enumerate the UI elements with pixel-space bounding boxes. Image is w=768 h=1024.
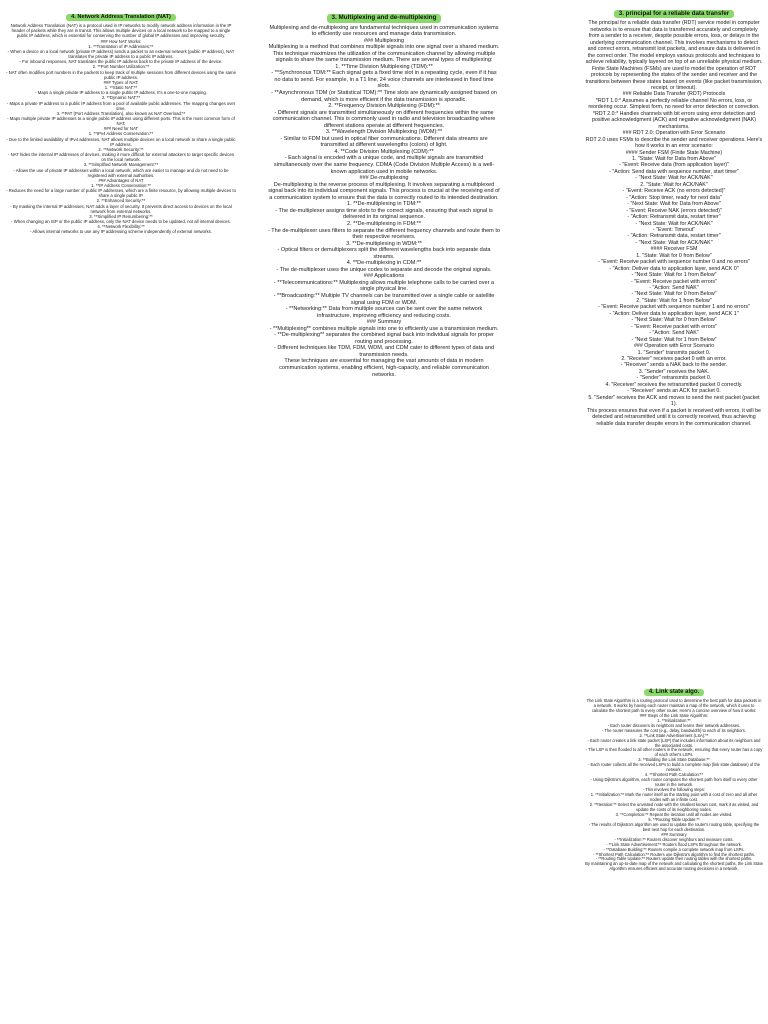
text-line: - "Next State: Wait for 1 from Below" [631, 272, 717, 279]
text-line: - "Next State: Wait for 0 from Below" [631, 317, 717, 324]
nat-section [6, 14, 236, 235]
text-line: - "Action: Deliver data to application layer, send ACK 0" [609, 265, 739, 272]
text-line: 2. **Enhanced Security:** [96, 198, 146, 204]
text-line: - **Link State Advertisement:** Routers flood LSPs throughout the network. [606, 841, 742, 847]
text-line: - "Action: Send NAK" [649, 285, 699, 292]
text-line: 3. **Building the Link State Database:** [638, 757, 710, 763]
section-title: 3. principal for a reliable data transfer [614, 10, 734, 18]
text-line: - The router measures the cost (e.g., delay, bandwidth) to each of its neighbors. [602, 727, 746, 733]
text-line: 3. **Completion:** Repeat the iteration until all nodes are visited. [615, 811, 733, 817]
text-line: - **Initialization:** Routers discover neighbors and measure costs. [614, 836, 734, 842]
text-line: - By masking the internal IP addresses, NAT adds a layer of security. It prevents direct access to devices on the local network from external networks. [10, 203, 232, 214]
text-line: 3. **De-multiplexing in WDM:** [346, 240, 422, 247]
text-line: 2. "Receiver" receives packet 0 with an error. [621, 356, 727, 363]
text-line: 1. **IPv4 Address Conservation:** [88, 131, 154, 137]
text-line: - Due to the limited availability of IPv4 addresses, NAT allows multiple devices on a local network to share a single public IP address. [6, 136, 236, 147]
text-line: - **Telecommunications:** Multiplexing allows multiple telephone calls to be carried over a single physical line. [273, 279, 495, 293]
text-line: 4. **De-multiplexing in CDM:** [346, 260, 422, 267]
text-line: ### How NAT Works: [100, 38, 142, 44]
text-line: - Each router discovers its neighbors and learns their network addresses. [607, 722, 741, 728]
text-line: De-multiplexing is the reverse process of multiplexing. It involves separating a multiplexed signal back into its individual component signals. This process is crucial at the receiving end of a communication system to ensure that the data is correctly routed to its intended destination. [268, 181, 500, 201]
text-line: - Using Dijkstra's algorithm, each router computes the shortest path from itself to every other router in the network. [590, 777, 758, 788]
text-line: 3. **Wavelength Division Multiplexing (WDM):** [325, 129, 443, 136]
text-line: ### Types of NAT: [103, 79, 139, 85]
text-line: - Different techniques like TDM, FDM, WDM, and CDM cater to different types of data and transmission needs. [273, 345, 495, 358]
text-line: - "Action: Send data with sequence number, start timer" [609, 168, 739, 175]
text-line: 5. "Sender" receives the ACK and moves to send the next packet (packet 1). [588, 394, 760, 408]
text-line: - "Action: Retransmit data, restart timer" [627, 233, 721, 240]
text-line: 1. "State: Wait for 0 from Below" [636, 252, 712, 259]
text-line: - This involves the following steps: [642, 787, 706, 793]
section-title: 4. Network Address Translation (NAT) [66, 14, 176, 21]
rdt-section [585, 10, 763, 427]
text-line: - Allows internal networks to use any IP addressing scheme independently of external networks. [30, 229, 212, 235]
text-line: 2. **Port Number Utilization:** [92, 64, 150, 70]
text-line: 4. **Code Division Multiplexing (CDM):** [334, 148, 434, 155]
text-line: Multiplexing and de-multiplexing are fundamental techniques used in communication systems to efficiently use resources and manage data transmission. [269, 24, 499, 38]
text-line: - "Next State: Wait for 0 from Below" [631, 291, 717, 298]
text-line: - When changing an ISP or the public IP address, only the NAT device needs to be updated, not all internal devices. [11, 219, 231, 225]
text-line: - NAT hides the internal IP addresses of devices, making it more difficult for external attackers to target specific devices on the local network. [7, 152, 235, 163]
text-line: These techniques are essential for managing the vast amounts of data in modern communication systems, enabling efficient, high-capacity, and reliable communication networks. [279, 358, 489, 378]
text-line: This process ensures that even if a packet is received with errors, it will be detected and retransmitted until it is correctly received, thus achieving reliable data transfer despite errors in the communication channel. [587, 407, 761, 427]
text-line: ### Summary [366, 319, 402, 326]
text-line: 3. **Simplified IP Renumbering:** [89, 213, 153, 219]
text-line: ### Advantages of NAT [98, 177, 144, 183]
text-line: The principal for a reliable data transfer (RDT) service model in computer networks is to ensure that data is transferred accurately and completely from a sender to a receiver, despite possible errors, loss, or delays in the underlying communication channel. This involves mechanisms to detect and correct errors, retransmit lost packets, and ensure data is delivered in the correct order. The model employs various protocols and techniques to achieve reliability, typically layered on top of an unreliable physical medium. [585, 20, 763, 66]
text-line: ### Steps of the Link State Algorithm: [639, 712, 709, 718]
text-line: 1. **De-multiplexing in TDM:** [347, 201, 421, 208]
text-line: - "Next State: Wait for Data from Above" [627, 201, 721, 208]
text-line: - For inbound responses, NAT translates the public IP address back to the private IP address of the device. [19, 59, 223, 65]
text-line: ### Applications [363, 273, 405, 280]
text-line: - "Event: Receive packet with errors" [631, 278, 717, 285]
text-line: - **Routing Table Update:** Routers update their routing tables with the shortest paths. [595, 856, 753, 862]
text-line: 2. **Dynamic NAT:** [101, 95, 141, 101]
text-line: *RDT 1.0:* Assumes a perfectly reliable channel No errors, loss, or reordering occur. Simplest form, no need for error detection or correction. [588, 97, 760, 111]
text-line: - Each router collects all the received LSPs to build a complete map (link state database) of the network. [587, 762, 761, 773]
text-line: 2. **De-multiplexing in FDM:** [347, 220, 421, 227]
text-line: - Maps a private IP address to a public IP address from a pool of available public addresses. The mapping changes over time. [6, 100, 236, 111]
text-line: - Each signal is encoded with a unique code, and multiple signals are transmitted simultaneously over the same frequency. CDMA (Code Division Multiple Access) is a well-known application used in mobile networks. [273, 155, 495, 175]
text-line: ### Need for NAT [103, 126, 139, 132]
text-line: 5. **Routing Table Update:** [648, 816, 700, 822]
text-line: 1. **IP Address Conservation:** [91, 183, 151, 188]
text-line: - "Event: Receive packet with errors" [631, 323, 717, 330]
text-line: ### Operation with Error Scenario [633, 343, 715, 350]
text-line: - NAT often modifies port numbers in the packets to keep track of multiple sessions from different devices using the same public IP address. [6, 69, 236, 80]
text-line: ### Multiplexing [363, 37, 405, 44]
text-line: - Optical filters or demultiplexers split the different wavelengths back into separate data streams. [277, 247, 491, 260]
text-line: 1. **Translation of IP Addresses:** [88, 43, 154, 49]
text-line: - Each router creates a link state packet (LSP) that includes information about its neighbors and the associated costs. [587, 737, 761, 748]
text-line: 4. **Shortest Path Calculation:** [644, 772, 704, 778]
text-line: - "Next State: Wait for ACK/NAK" [635, 175, 713, 182]
section-title: 3. Multiplexing and de-multiplexing [327, 14, 442, 23]
multiplexing-section [268, 14, 500, 378]
text-line: *RDT 2.0:* Handles channels with bit errors using error detection and positive acknowledgment (ACK) and negative acknowledgment (NAK) mechanisms. [592, 110, 756, 130]
text-line: - **Shortest Path Calculation:** Routers use Dijkstra's algorithm to find the shortest paths. [592, 851, 756, 857]
text-line: - **Database Building:** Routers compile a complete network map from LSPs. [603, 846, 745, 852]
text-line: 1. **Time Division Multiplexing (TDM):** [335, 63, 433, 70]
text-line: 3. **PAT (Port Address Translation), also known as NAT Overload:** [56, 110, 186, 116]
text-line: ### Reliable Data Transfer (RDT) Protocols [622, 91, 726, 98]
text-line: - "Action: Stop timer, ready for next data" [626, 194, 722, 201]
text-line: - "Sender" retransmits packet 0. [636, 375, 712, 382]
text-line: ### De-multiplexing [359, 175, 409, 182]
text-line: - "Receiver" sends a NAK back to the sender. [620, 362, 728, 369]
text-line: - The de-multiplexer uses the unique codes to separate and decode the original signals. [276, 266, 492, 273]
text-line: - The LSP is then flooded to all other routers in the network, ensuring that every router has a copy of each other's LSPs. [585, 747, 763, 758]
section-body [6, 23, 236, 234]
text-line: - **Networking:** Data from multiple sources can be sent over the same network infrastructure, improving efficiency and reducing costs. [285, 306, 483, 319]
text-line: - Maps a single private IP address to a single public IP address. It's a one-to-one mapping. [35, 90, 207, 96]
text-line: 2. **Frequency Division Multiplexing (FDM):** [328, 103, 440, 110]
text-line: - **Synchronous TDM:** Each signal gets a fixed time slot in a repeating cycle, even if it has no data to send. For example, in a T1 line, 24 voice channels are interleaved in fixed time slots. [271, 70, 497, 90]
text-line: Finite State Machines (FSMs) are used to model the operation of RDT protocols by representing the states of the sender and receiver and the transitions between these states based on events (like packet transmission, receipt, or timeout). [585, 65, 763, 91]
text-line: - "Action: Retransmit data, restart timer" [627, 214, 721, 221]
text-line: - "Next State: Wait for ACK/NAK" [635, 220, 713, 227]
text-line: 2. **Link State Advertisement (LSA):** [639, 732, 709, 738]
text-line: - The de-multiplexer assigns time slots to the correct signals, ensuring that each signal is delivered in its original sequence. [275, 207, 493, 221]
text-line: - **De-multiplexing** separates the combined signal back into individual signals for proper routing and processing. [274, 332, 494, 345]
text-line: - "Event: Timeout" [652, 226, 696, 233]
text-line: - "Event: Receive NAK (errors detected)" [626, 207, 722, 214]
text-line: #### Sender FSM (Finite State Machine) [625, 149, 723, 156]
text-line: 4. "Receiver" receives the retransmitted packet 0 correctly. [605, 381, 743, 388]
text-line: 3. "Sender" receives the NAK. [638, 368, 710, 375]
link-state-section [585, 689, 763, 872]
text-line: The Link State Algorithm is a routing protocol used to determine the best path for data packets in a network. It works by having each router maintain a map of the network, which it uses to calculate the shortest path to every other router. Here's a concise overview of how it works: [586, 697, 762, 713]
text-line: ### Summary [661, 831, 687, 837]
text-line: - "Action: Send NAK" [649, 330, 699, 337]
text-line: 1. "Sender" transmits packet 0. [637, 349, 711, 356]
text-line: - **Asynchronous TDM (or Statistical TDM):** Time slots are dynamically assigned based on demand, which is more efficient if the data transmission is sporadic. [271, 90, 497, 103]
text-line: - "Event: Receive ACK (no errors detected)" [622, 188, 726, 195]
text-line: 1. **Initialization:** [657, 717, 691, 723]
section-body [268, 25, 500, 379]
section-title: 4. Link state algo. [644, 689, 704, 696]
text-line: - Different signals are transmitted simultaneously on different frequencies within the same communication channel. This is commonly used in radio and television broadcasting where different stations operate at different frequencies. [272, 109, 496, 129]
text-line: - "Event: Receive packet with sequence number 0 and no errors" [598, 259, 750, 266]
text-line: 4. **Network Flexibility:** [97, 224, 145, 230]
text-line: - **Multiplexing** combines multiple signals into one to efficiently use a transmission medium. [269, 325, 499, 332]
text-line: RDT 2.0 uses FSMs to describe the sender and receiver operations. Here's how it works in an error scenario: [585, 136, 763, 150]
text-line: - Maps multiple private IP addresses to a single public IP address using different ports. This is the most common form of NAT. [7, 115, 235, 127]
text-line: - Similar to FDM but used in optical fiber communications. Different data streams are transmitted at different wavelengths (colors) of light. [280, 135, 488, 149]
text-line: ### RDT 2.0: Operation with Error Scenario [622, 130, 726, 137]
text-line: - Reduces the need for a large number of public IP addresses, which are a finite resource, by allowing multiple devices to share a single public IP. [6, 188, 236, 199]
text-line: - Allows the use of private IP addresses within a local network, which are easier to manage and do not need to be registered with external authorities. [13, 167, 229, 178]
text-line: - The results of Dijkstra's algorithm are used to update the router's routing table, specifying the best next hop for each destination. [588, 821, 760, 832]
text-line: - "Event: Receive packet with sequence number 1 and no errors" [598, 304, 750, 311]
text-line: 1. **Initialization:** Mark the router itself as the starting point with a cost of zero and all other nodes with an infinite cost. [590, 792, 758, 803]
text-line: #### Receiver FSM [650, 246, 698, 253]
section-body [585, 20, 763, 427]
text-line: - "Next State: Wait for 1 from Below" [631, 336, 717, 343]
text-line: 1. "State: Wait for Data from Above" [632, 155, 716, 162]
text-line: Multiplexing is a method that combines multiple signals into one signal over a shared medium. This technique maximizes the utilization of the communication channel by allowing multiple signals to share the same transmission medium. There are several types of multiplexing: [268, 44, 500, 64]
text-line: - The de-multiplexer uses filters to separate the different frequency channels and route them to their respective receivers. [268, 227, 500, 241]
text-line: - "Event: Receive data (from application layer)" [619, 162, 729, 169]
text-line: - When a device on a local network (private IP address) sends a packet to an external network (public IP address), NAT translates the private IP address to a public IP address. [7, 48, 235, 60]
text-line: 2. **Iteration:** Select the unvisited node with the smallest known cost, mark it as visited, and update the costs of its neighboring nodes. [589, 801, 759, 812]
text-line: - "Receiver" sends an ACK for packet 0. [627, 388, 721, 395]
text-line: 2. "State: Wait for 1 from Below" [636, 297, 712, 304]
text-line: 1. **Static NAT:** [104, 85, 138, 91]
text-line: - **Broadcasting:** Multiple TV channels can be transmitted over a single cable or satellite signal using FDM or WDM. [273, 292, 495, 306]
section-body [585, 699, 763, 872]
text-line: By maintaining an up-to-date map of the network and calculating the shortest paths, the Link State Algorithm ensures efficient and accurate routing decisions in a network. [585, 861, 763, 872]
text-line: 3. **Simplified Network Management:** [83, 162, 159, 168]
text-line: 2. **Network Security:** [98, 146, 144, 152]
text-line: - "Action: Deliver data to application layer, send ACK 1" [609, 310, 739, 317]
text-line: 2. "State: Wait for ACK/NAK" [640, 181, 708, 188]
text-line: - "Next State: Wait for ACK/NAK" [635, 239, 713, 246]
text-line: Network Address Translation (NAT) is a protocol used in IP networks to modify network address information in the IP header of packets while they are in transit. This allows multiple devices on a local network to be mapped to a single public IP address, which is essential for conserving the number of global IP addresses and improving security. [10, 23, 232, 39]
